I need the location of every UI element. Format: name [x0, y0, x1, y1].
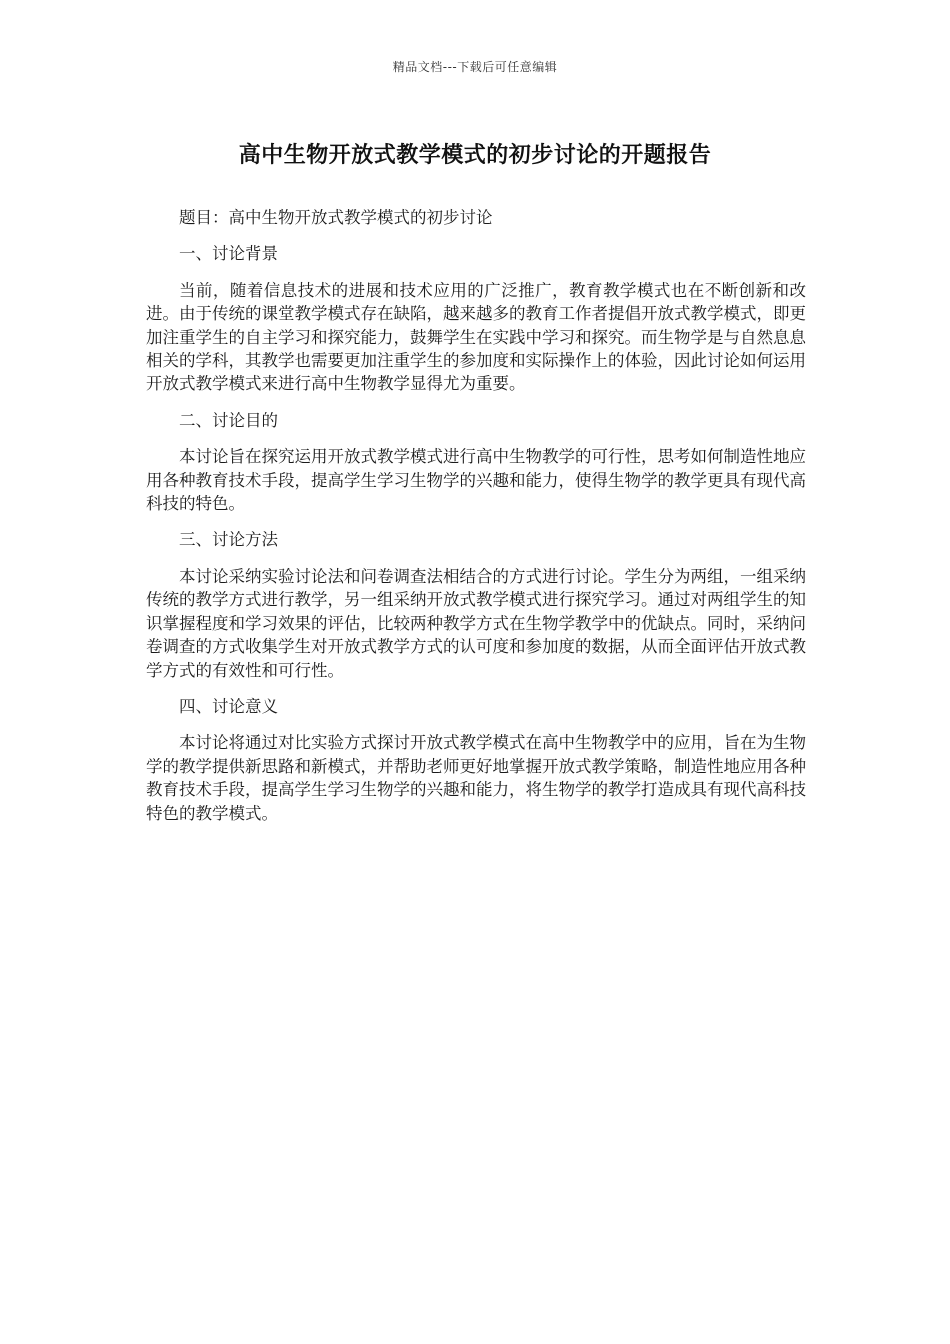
- section-heading-purpose: 二、讨论目的: [179, 410, 278, 430]
- section-heading-background: 一、讨论背景: [179, 244, 278, 264]
- header-note: 精品文档---下载后可任意编辑: [392, 60, 558, 74]
- document-title: 高中生物开放式教学模式的初步讨论的开题报告: [238, 143, 712, 168]
- section-heading-significance: 四、讨论意义: [179, 696, 278, 716]
- section-heading-method: 三、讨论方法: [179, 530, 278, 550]
- section-body-method: 本讨论采纳实验讨论法和问卷调查法相结合的方式进行讨论。学生分为两组，一组采纳传统的教学方式进行教学，另一组采纳开放式教学模式进行探究学习。通过对两组学生的知识掌握程度和学习效果的评估，比较两种教学方式在生物学教学中的优缺点。同时，采纳问卷调查的方式收集学生对开放式教学方式的认可度和参加度的数据，从而全面评估开放式教学方式的有效性和可行性。: [146, 566, 806, 680]
- section-body-purpose: 本讨论旨在探究运用开放式教学模式进行高中生物教学的可行性，思考如何制造性地应用各种教育技术手段，提高学生学习生物学的兴趣和能力，使得生物学的教学更具有现代高科技的特色。: [146, 447, 806, 514]
- document-body: [146, 206, 806, 838]
- topic-line: 题目：高中生物开放式教学模式的初步讨论: [179, 208, 493, 227]
- section-body-significance: 本讨论将通过对比实验方式探讨开放式教学模式在高中生物教学中的应用，旨在为生物学的教学提供新思路和新模式，并帮助老师更好地掌握开放式教学策略，制造性地应用各种教育技术手段，提高学生学习生物学的兴趣和能力，将生物学的教学打造成具有现代高科技特色的教学模式。: [146, 733, 806, 823]
- section-body-background: 当前，随着信息技术的进展和技术应用的广泛推广，教育教学模式也在不断创新和改进。由于传统的课堂教学模式存在缺陷，越来越多的教育工作者提倡开放式教学模式，即更加注重学生的自主学习和探究能力，鼓舞学生在实践中学习和探究。而生物学是与自然息息相关的学科，其教学也需要更加注重学生的参加度和实际操作上的体验，因此讨论如何运用开放式教学模式来进行高中生物教学显得尤为重要。: [146, 280, 806, 394]
